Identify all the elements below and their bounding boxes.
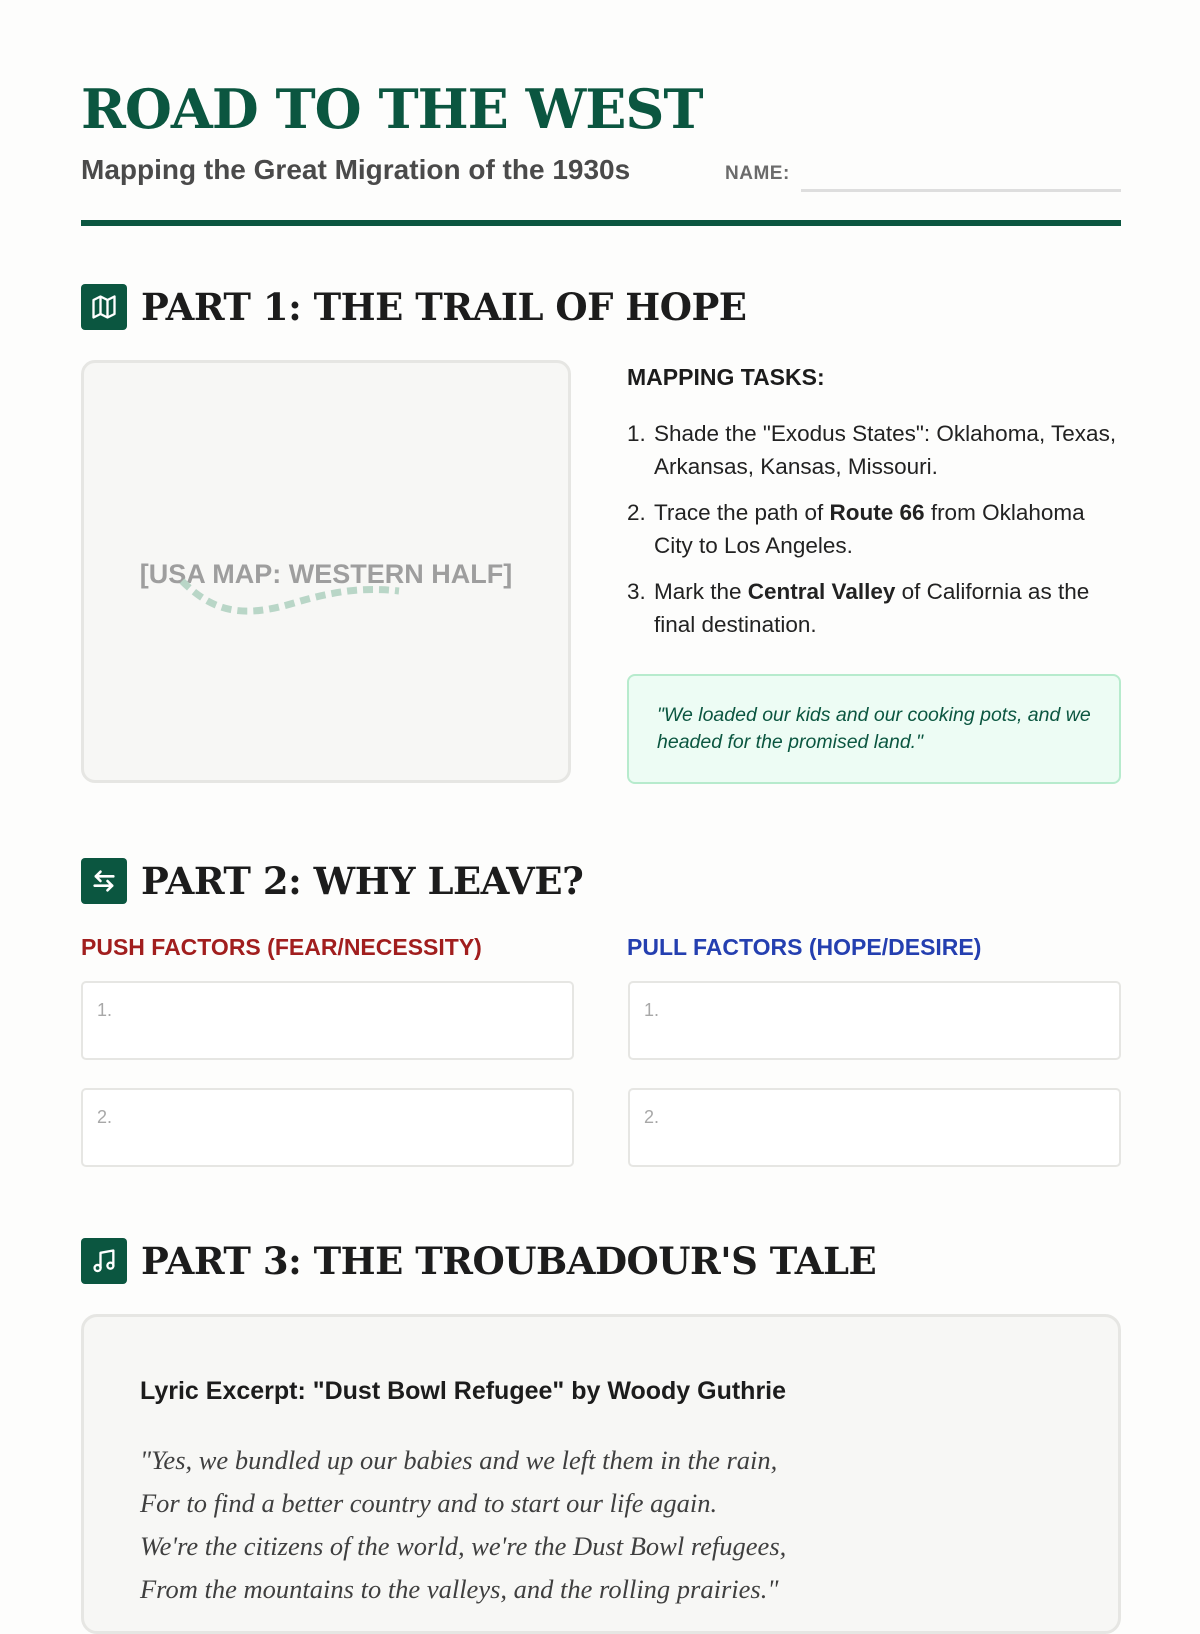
quote-callout: [627, 674, 1121, 784]
header-divider: [81, 220, 1121, 226]
part3-heading: [81, 1238, 876, 1284]
answer-number: 2.: [97, 1107, 113, 1127]
answer-number: 1.: [97, 1000, 113, 1020]
lyric-lines: [140, 1439, 786, 1611]
part1-title: PART 1: THE TRAIL OF HOPE: [141, 285, 747, 329]
list-item: 3. Mark the Central Valley of California as the final destination.: [627, 579, 1090, 637]
lyric-title: Lyric Excerpt: "Dust Bowl Refugee" by Woody Guthrie: [140, 1377, 787, 1405]
part3-title: PART 3: THE TROUBADOUR'S TALE: [141, 1239, 877, 1283]
list-item: 2. Trace the path of Route 66 from Oklahoma City to Los Angeles.: [627, 500, 1085, 558]
name-field[interactable]: [801, 189, 1121, 192]
lyric-line: We're the citizens of the world, we're the Dust Bowl refugees,: [140, 1531, 787, 1561]
mapping-tasks-heading: MAPPING TASKS:: [627, 364, 825, 390]
pull-factors-heading: PULL FACTORS (HOPE/DESIRE): [627, 934, 982, 960]
lyric-excerpt-box: [81, 1314, 1121, 1634]
quote-text: "We loaded our kids and our cooking pots, and we headed for the promised land.": [657, 704, 1091, 753]
push-factor-input-1[interactable]: [81, 981, 574, 1060]
page-title: ROAD TO THE WEST: [81, 77, 703, 141]
answer-number: 1.: [644, 1000, 660, 1020]
music-note-icon: [81, 1238, 127, 1284]
part2-heading: [81, 858, 583, 904]
page-subtitle: Mapping the Great Migration of the 1930s: [81, 154, 631, 185]
push-factors-heading: PUSH FACTORS (FEAR/NECESSITY): [81, 934, 482, 960]
map-placeholder-label: [USA MAP: WESTERN HALF]: [139, 559, 513, 589]
part2-title: PART 2: WHY LEAVE?: [141, 859, 584, 903]
answer-number: 2.: [644, 1107, 660, 1127]
name-label: NAME:: [725, 163, 790, 184]
map-icon: [81, 284, 127, 330]
mapping-task-list: [627, 417, 1127, 654]
route-path-graphic: [174, 573, 414, 623]
lyric-line: For to find a better country and to start our life again.: [140, 1488, 718, 1518]
swap-arrows-icon: [81, 858, 127, 904]
lyric-line: "Yes, we bundled up our babies and we left them in the rain,: [140, 1445, 778, 1475]
map-placeholder-box[interactable]: [81, 360, 571, 783]
pull-factor-input-1[interactable]: [628, 981, 1121, 1060]
part1-heading: [81, 284, 747, 330]
lyric-line: From the mountains to the valleys, and the rolling prairies.": [140, 1574, 779, 1604]
push-factor-input-2[interactable]: [81, 1088, 574, 1167]
list-item: 1. Shade the "Exodus States": Oklahoma, Texas, Arkansas, Kansas, Missouri.: [627, 421, 1117, 479]
pull-factor-input-2[interactable]: [628, 1088, 1121, 1167]
